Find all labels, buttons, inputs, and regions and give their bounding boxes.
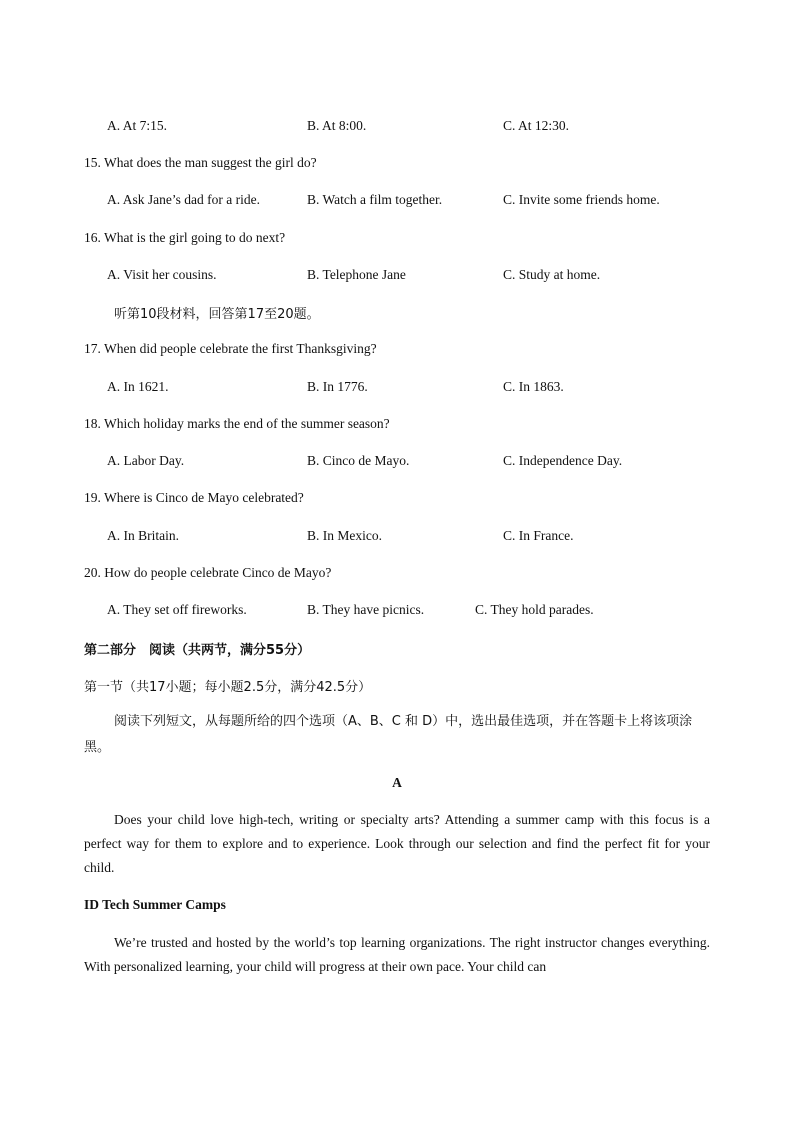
q15-option-a: A. Ask Jane’s dad for a ride. — [107, 192, 260, 207]
q17-question: 17. When did people celebrate the first Thanksgiving? — [84, 341, 377, 356]
q17-option-c: C. In 1863. — [503, 379, 564, 394]
q15-question: 15. What does the man suggest the girl do? — [84, 155, 317, 170]
passage-intro: Does your child love high-tech, writing or specialty arts? Attending a summer camp with this focus is a perfect way for them to explore and to experience. Look through our selection and find the perfect fit for your child. — [84, 812, 710, 875]
q16-option-a: A. Visit her cousins. — [107, 267, 217, 282]
camp-title: ID Tech Summer Camps — [84, 897, 226, 912]
q20-option-a: A. They set off fireworks. — [107, 602, 247, 617]
q20-question: 20. How do people celebrate Cinco de Mayo? — [84, 565, 332, 580]
q16-question: 16. What is the girl going to do next? — [84, 230, 286, 245]
q18-option-b: B. Cinco de Mayo. — [307, 453, 410, 468]
q17-option-b: B. In 1776. — [307, 379, 368, 394]
q19-option-b: B. In Mexico. — [307, 528, 382, 543]
part2-heading: 第二部分 阅读（共两节，满分55分） — [84, 643, 311, 658]
q15-option-b: B. Watch a film together. — [307, 192, 443, 207]
q17-option-a: A. In 1621. — [107, 379, 169, 394]
q20-option-c: C. They hold parades. — [475, 602, 594, 617]
q15-option-c: C. Invite some friends home. — [503, 192, 660, 207]
q19-question: 19. Where is Cinco de Mayo celebrated? — [84, 490, 304, 505]
q19-option-c: C. In France. — [503, 528, 574, 543]
passage-letter: A — [392, 775, 402, 790]
q18-question: 18. Which holiday marks the end of the summer season? — [84, 416, 390, 431]
reading-instruction: 阅读下列短文，从每题所给的四个选项（A、B、C 和 D）中，选出最佳选项，并在答题卡上将该项涂黑。 — [84, 714, 693, 755]
q18-option-c: C. Independence Day. — [503, 453, 623, 468]
section10-instruction: 听第10段材料，回答第17至20题。 — [114, 307, 320, 322]
q16-option-c: C. Study at home. — [503, 267, 601, 282]
q20-option-b: B. They have picnics. — [307, 602, 425, 617]
camp-text: We’re trusted and hosted by the world’s top learning organizations. The right instructor changes everything. With personalized learning, your child will progress at their own pace. Your child can — [84, 935, 710, 974]
q19-option-a: A. In Britain. — [107, 528, 179, 543]
q16-option-b: B. Telephone Jane — [307, 267, 406, 282]
q18-option-a: A. Labor Day. — [107, 453, 185, 468]
q14-option-c: C. At 12:30. — [503, 118, 570, 133]
section1-heading: 第一节（共17小题；每小题2.5分，满分42.5分） — [84, 680, 372, 695]
q14-option-b: B. At 8:00. — [307, 118, 367, 133]
q14-option-a: A. At 7:15. — [107, 118, 168, 133]
